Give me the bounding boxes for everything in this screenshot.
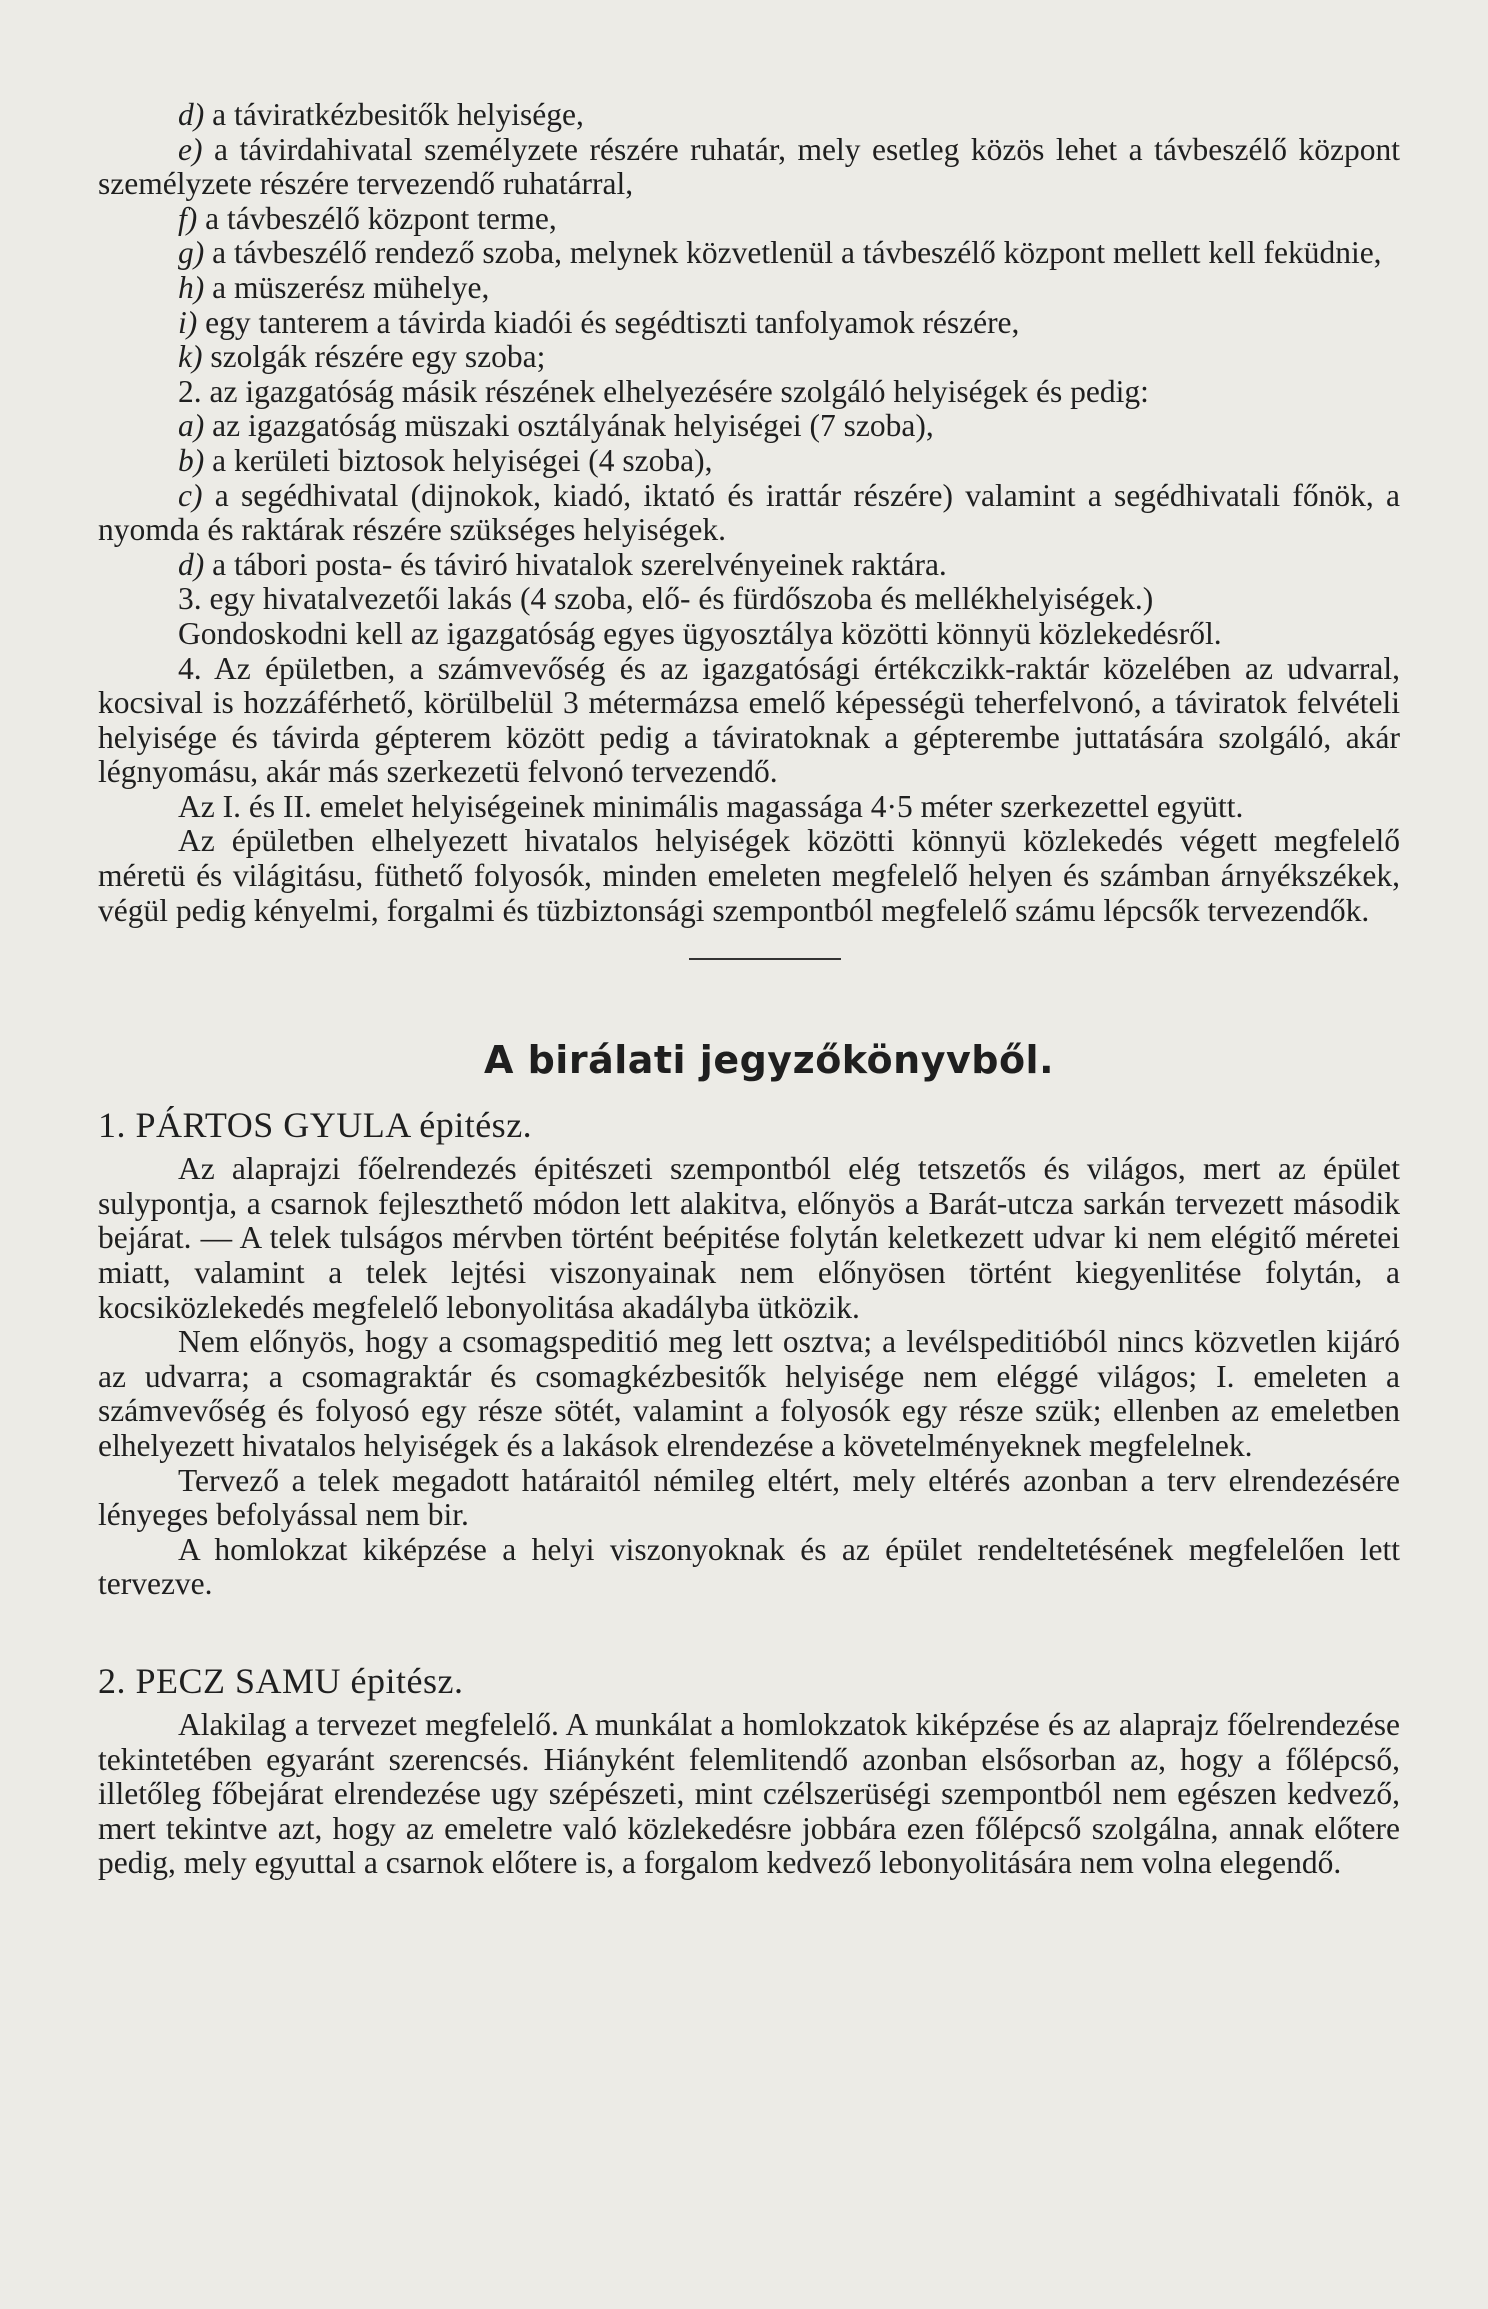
numbered-item-2: 2. az igazgatóság másik részének elhelyezésére szolgáló helyiségek és pedig: (178, 373, 1149, 409)
list-item: f) a távbeszélő központ terme, (178, 200, 557, 236)
room-list-1 (98, 98, 1400, 375)
review-paragraph: A homlokzat kiképzése a helyi viszonyoknak és az épület rendeltetésének megfelelően lett tervezve. (98, 1531, 1400, 1602)
list-item: b) a kerületi biztosok helyiségei (4 szoba), (178, 442, 713, 478)
numbered-item-4: 4. Az épületben, a számvevőség és az igazgatósági értékczikk-raktár közelében az udvarral, kocsival is hozzáférhető, körülbelül 3 métermázsa emelő képességü teherfelvonó, a táviratok felvételi helyisége és távirda gépterem között pedig a táviratoknak a gépterembe juttatására szolgáló, akár légnyomásu, akár más szerkezetü felvonó tervezendő. (98, 650, 1400, 790)
paragraph-kozlekedes: Az épületben elhelyezett hivatalos helyiségek közötti könnyü közlekedés végett megfelelő méretü és világitásu, füthető folyosók, minden emeleten megfelelő helyen és számban árnyékszékek, végül pedig kényelmi, forgalmi és tüzbiztonsági szempontból megfelelő számu lépcsők tervezendők. (98, 823, 1400, 928)
review-paragraph: Az alaprajzi főelrendezés épitészeti szempontból elég tetszetős és világos, mert az épület sulypontja, a csarnok fejleszthető módon lett alakitva, előnyös a Barát-utcza sarkán tervezett második bejárat. — A telek tulságos mérvben történt beépitése folytán keletkezett udvar ki nem elégitő méretei miatt, valamint a telek lejtési viszonyainak nem előnyösen történt kiegyenlitése folytán, a kocsiközlekedés megfelelő lebonyolitása akadályba ütközik. (98, 1151, 1400, 1325)
list-item: h) a müszerész mühelye, (178, 269, 490, 305)
review-paragraph: Alakilag a tervezet megfelelő. A munkálat a homlokzatok kiképzése és az alaprajz főelrendezése tekintetében egyaránt szerencsés. Hiányként felemlitendő azonban elsősorban az, hogy a főlépcső, illetőleg főbejárat elrendezése ugy szépészeti, mint czélszerüségi szempontból nem egészen kedvező, mert tekintve azt, hogy az emeletre való közlekedésre jobbára ezen főlépcső szolgálna, annak előtere pedig, mely egyuttal a csarnok előtere is, a forgalom kedvező lebonyolitására nem volna elegendő. (98, 1706, 1400, 1881)
list-item: a) az igazgatóság müszaki osztályának helyiségei (7 szoba), (178, 408, 934, 444)
author-heading: 2. PECZ SAMU épitész. (98, 1660, 464, 1701)
review-section-2 (98, 1660, 1400, 1881)
paragraph-gondoskodni: Gondoskodni kell az igazgatóság egyes ügyosztálya közötti könnyü közlekedésről. (178, 615, 1222, 651)
list-item: d) a táviratkézbesitők helyisége, (178, 97, 584, 132)
numbered-item-3: 3. egy hivatalvezetői lakás (4 szoba, elő- és fürdőszoba és mellékhelyiségek.) (178, 581, 1154, 617)
section-divider (689, 958, 841, 960)
list-item: c) a segédhivatal (dijnokok, kiadó, iktató és irattár részére) valamint a segédhivatali főnök, a nyomda és raktárak részére szükséges helyiségek. (98, 477, 1400, 548)
list-item: d) a tábori posta- és táviró hivatalok szerelvényeinek raktára. (178, 546, 947, 582)
list-item: i) egy tanterem a távirda kiadói és segédtiszti tanfolyamok részére, (178, 304, 1020, 340)
review-section-1 (98, 1104, 1400, 1602)
paragraph-magassag: Az I. és II. emelet helyiségeinek minimális magassága 4·5 méter szerkezettel együtt. (178, 788, 1244, 824)
section-heading: A birálati jegyzőkönyvből. (483, 1038, 1055, 1083)
room-list-2 (98, 409, 1400, 582)
author-heading: 1. PÁRTOS GYULA épitész. (98, 1105, 533, 1146)
review-paragraph: Nem előnyös, hogy a csomagspeditió meg lett osztva; a levélspeditióból nincs közvetlen kijáró az udvarra; a csomagraktár és csomagkézbesitők helyisége nem eléggé világos; I. emeleten a számvevőség és folyosó egy része sötét, valamint a folyosók egy része szük; ellenben az emeletben elhelyezett hivatalos helyiségek és a lakások elrendezése a követelményeknek megfelelnek. (98, 1324, 1400, 1463)
list-item: e) a távirdahivatal személyzete részére ruhatár, mely esetleg közös lehet a távbeszélő központ személyzete részére tervezendő ruhatárral, (98, 131, 1400, 202)
list-item: k) szolgák részére egy szoba; (178, 339, 546, 375)
review-paragraph: Tervező a telek megadott határaitól némileg eltért, mely eltérés azonban a terv elrendezésére lényeges befolyással nem bir. (98, 1462, 1400, 1533)
list-item: g) a távbeszélő rendező szoba, melynek közvetlenül a távbeszélő központ mellett kell feküdnie, (178, 235, 1382, 271)
